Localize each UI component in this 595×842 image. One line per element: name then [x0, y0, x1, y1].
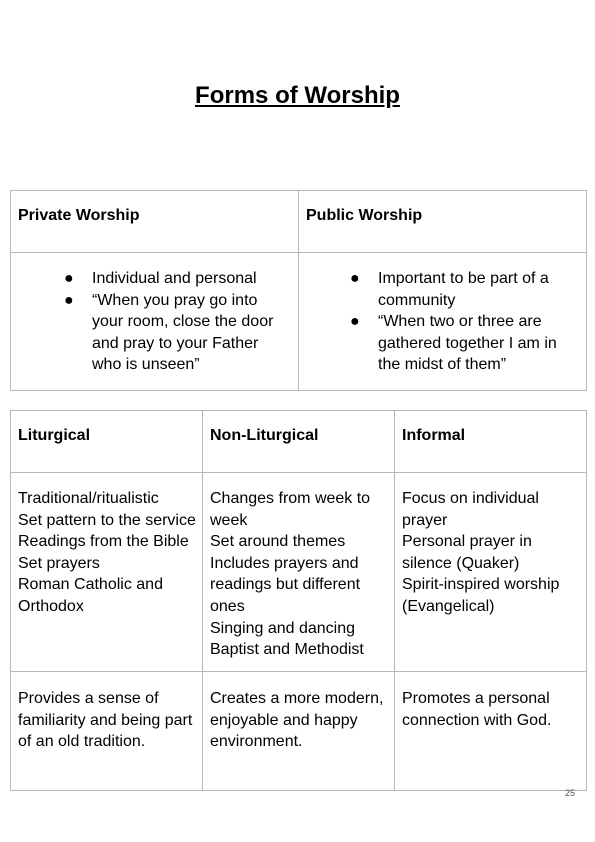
page-number: 25 — [565, 788, 576, 798]
public-worship-cell — [299, 253, 587, 391]
list-item — [11, 290, 292, 376]
text-line: Roman Catholic and Orthodox — [18, 576, 163, 615]
public-bullet-1: Important to be part of a community — [378, 270, 549, 309]
text-line: Changes from week to week — [210, 490, 371, 529]
informal-summary-cell: Promotes a personal connection with God. — [395, 672, 587, 791]
liturgical-features-cell — [11, 473, 203, 672]
text-line: Set prayers — [18, 554, 100, 572]
text-line: Focus on individual prayer — [402, 490, 539, 529]
informal-features-cell — [395, 473, 587, 672]
text-line: Set around themes — [210, 533, 346, 551]
page-title: Forms of Worship — [195, 82, 400, 109]
non-liturgical-summary-cell: Creates a more modern, enjoyable and happy environment. — [203, 672, 395, 791]
text-line: Singing and dancing — [210, 619, 356, 637]
list-item — [299, 311, 580, 376]
private-worship-header: Private Worship — [11, 191, 299, 253]
informal-header: Informal — [395, 411, 587, 473]
liturgical-summary-cell: Provides a sense of familiarity and being part of an old tradition. — [11, 672, 203, 791]
text-line: Traditional/ritualistic — [18, 490, 159, 507]
bullet-icon: ● — [350, 270, 360, 287]
private-bullet-2: “When you pray go into your room, close the door and pray to your Father who is unseen” — [92, 291, 274, 374]
text-line: Includes prayers and readings but different ones — [210, 554, 361, 615]
bullet-icon: ● — [64, 270, 74, 287]
non-liturgical-header: Non-Liturgical — [203, 411, 395, 473]
text-line: Personal prayer in silence (Quaker) — [402, 533, 532, 572]
liturgical-header: Liturgical — [11, 411, 203, 473]
private-bullet-1: Individual and personal — [92, 270, 257, 287]
list-item — [299, 268, 580, 311]
non-liturgical-features-cell — [203, 473, 395, 672]
private-worship-cell — [11, 253, 299, 391]
text-line: Set pattern to the service — [18, 511, 196, 529]
public-worship-header: Public Worship — [299, 191, 587, 253]
bullet-icon: ● — [350, 313, 360, 331]
private-public-worship-table — [10, 190, 587, 391]
list-item — [11, 268, 292, 290]
text-line: Readings from the Bible — [18, 533, 189, 551]
bullet-icon: ● — [64, 291, 74, 309]
text-line: Baptist and Methodist — [210, 641, 364, 659]
text-line: Spirit-inspired worship (Evangelical) — [402, 576, 560, 615]
worship-types-table — [10, 410, 587, 791]
public-bullet-2: “When two or three are gathered together I am in the midst of them” — [378, 313, 557, 374]
